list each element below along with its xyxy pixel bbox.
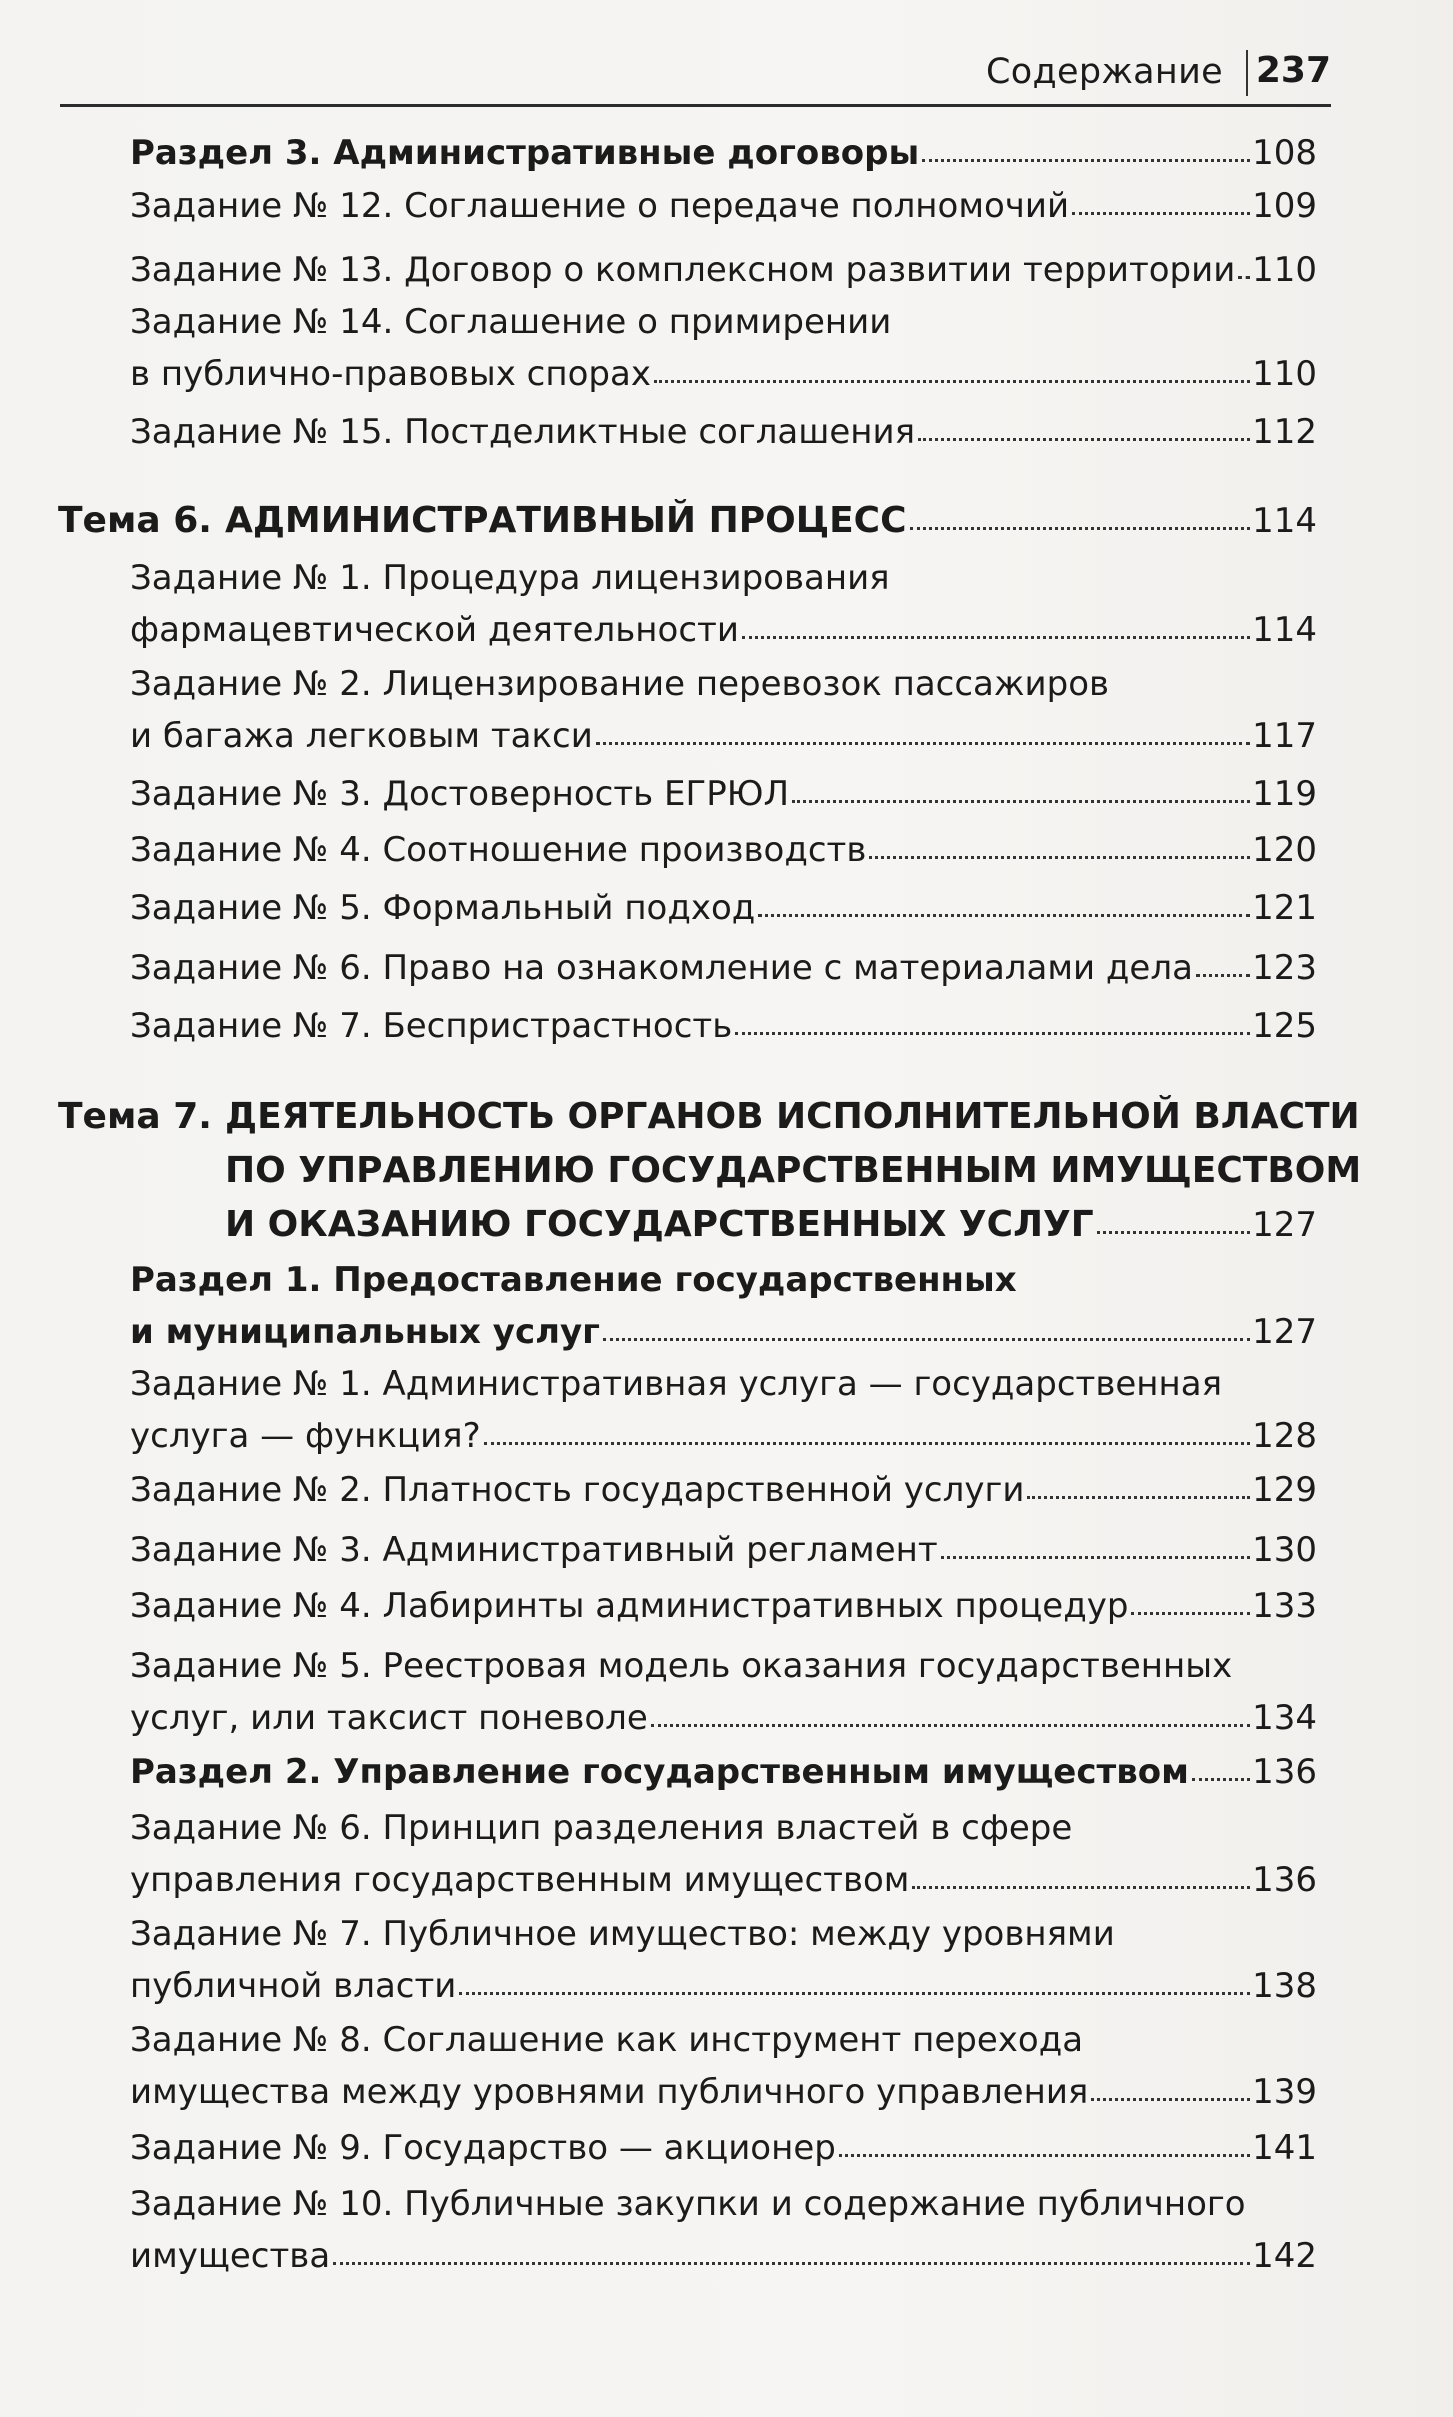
toc-entry-text: Задание № 14. Соглашение о примирении (130, 302, 892, 342)
toc-entry-text: Задание № 1. Процедура лицензирования (130, 558, 890, 598)
toc-theme-6[interactable] (58, 494, 1317, 548)
running-header (60, 48, 1331, 107)
toc-task-15[interactable] (130, 406, 1317, 458)
theme-title: АДМИНИСТРАТИВНЫЙ ПРОЦЕСС (225, 500, 907, 541)
theme-title-cont: И ОКАЗАНИЮ ГОСУДАРСТВЕННЫХ УСЛУГ (225, 1204, 1094, 1245)
leader-dots (869, 856, 1250, 859)
leader-dots (1097, 1231, 1250, 1234)
toc-task-7-4[interactable] (130, 1580, 1317, 1632)
toc-task-14[interactable] (130, 296, 1317, 400)
toc-task-12[interactable] (130, 180, 1317, 232)
toc-section-7-1[interactable] (130, 1254, 1317, 1358)
toc-page-number: 133 (1252, 1586, 1317, 1626)
toc-entry-text-cont: фармацевтической деятельности (130, 610, 739, 650)
toc-page-number: 136 (1252, 1860, 1317, 1900)
toc-entry-text: Задание № 2. Платность государственной услуги (130, 1470, 1025, 1510)
toc-page-number: 109 (1252, 186, 1317, 226)
theme-number: Тема 6. (58, 500, 212, 541)
toc-page-number: 129 (1252, 1470, 1317, 1510)
toc-entry-text-cont: услуг, или таксист поневоле (130, 1698, 648, 1738)
leader-dots (910, 527, 1251, 530)
toc-task-6-6[interactable] (130, 942, 1317, 994)
toc-entry-text: Задание № 2. Лицензирование перевозок пассажиров (130, 664, 1110, 704)
toc-page-number: 121 (1252, 888, 1317, 928)
leader-dots (459, 1992, 1250, 1995)
toc-entry-text: Задание № 9. Государство — акционер (130, 2128, 836, 2168)
toc-entry-text: Задание № 7. Беспристрастность (130, 1006, 733, 1046)
leader-dots (941, 1556, 1250, 1559)
toc-entry-text: Задание № 5. Формальный подход (130, 888, 756, 928)
leader-dots (1027, 1496, 1250, 1499)
toc-task-6-2[interactable] (130, 658, 1317, 762)
leader-dots (603, 1338, 1250, 1341)
toc-entry-text: Задание № 8. Соглашение как инструмент перехода (130, 2020, 1084, 2060)
toc-entry-text: Задание № 4. Соотношение производств (130, 830, 867, 870)
toc-task-7-10[interactable] (130, 2178, 1317, 2282)
leader-dots (912, 1886, 1250, 1889)
toc-section-7-2[interactable] (130, 1746, 1317, 1798)
leader-dots (922, 159, 1250, 162)
toc-page-number: 125 (1252, 1006, 1317, 1046)
toc-entry-text: Задание № 6. Принцип разделения властей в сфере (130, 1808, 1073, 1848)
toc-entry-text-cont: управления государственным имуществом (130, 1860, 910, 1900)
toc-page-number: 110 (1252, 354, 1317, 394)
toc-entry-text: Задание № 7. Публичное имущество: между уровнями (130, 1914, 1115, 1954)
leader-dots (651, 1724, 1250, 1727)
toc-entry-text: Задание № 3. Достоверность ЕГРЮЛ (130, 774, 790, 814)
toc-entry-text: Задание № 1. Административная услуга — государственная (130, 1364, 1223, 1404)
toc-page-number: 134 (1252, 1698, 1317, 1738)
toc-entry-text-cont: и багажа легковым такси (130, 716, 593, 756)
theme-number: Тема 7. (58, 1096, 212, 1137)
theme-title-cont: ПО УПРАВЛЕНИЮ ГОСУДАРСТВЕННЫМ ИМУЩЕСТВОМ (225, 1150, 1362, 1191)
toc-task-7-7[interactable] (130, 1908, 1317, 2012)
toc-entry-text: Задание № 15. Постделиктные соглашения (130, 412, 916, 452)
toc-entry-text-cont: публичной власти (130, 1966, 457, 2006)
toc-task-6-1[interactable] (130, 552, 1317, 656)
toc-task-7-5[interactable] (130, 1640, 1317, 1744)
header-separator (1246, 50, 1248, 96)
toc-task-7-2[interactable] (130, 1464, 1317, 1516)
toc-page-number: 114 (1252, 610, 1317, 650)
toc-page-number: 108 (1252, 133, 1317, 173)
leader-dots (484, 1442, 1250, 1445)
toc-page-number: 128 (1252, 1416, 1317, 1456)
leader-dots (742, 636, 1250, 639)
toc-page-number: 110 (1252, 250, 1317, 290)
toc-page-number: 127 (1252, 1205, 1317, 1245)
toc-page-number: 139 (1252, 2072, 1317, 2112)
toc-page-number: 117 (1252, 716, 1317, 756)
toc-entry-text: Задание № 12. Соглашение о передаче полномочий (130, 186, 1070, 226)
toc-entry-text-cont: имущества (130, 2236, 331, 2276)
toc-theme-7[interactable] (58, 1090, 1362, 1252)
leader-dots (1131, 1612, 1250, 1615)
toc-entry-text: Задание № 6. Право на ознакомление с материалами дела (130, 948, 1193, 988)
toc-task-6-4[interactable] (130, 824, 1317, 876)
toc-section-3[interactable] (130, 127, 1317, 179)
toc-entry-text: Задание № 5. Реестровая модель оказания государственных (130, 1646, 1233, 1686)
header-title: Содержание (986, 52, 1223, 92)
header-page-number: 237 (1255, 50, 1331, 91)
toc-entry-text-cont: в публично-правовых спорах (130, 354, 651, 394)
toc-task-6-3[interactable] (130, 768, 1317, 820)
toc-page-number: 112 (1252, 412, 1317, 452)
leader-dots (792, 800, 1250, 803)
toc-entry-text: Задание № 10. Публичные закупки и содержание публичного (130, 2184, 1246, 2224)
toc-entry-text: Задание № 3. Административный регламент (130, 1530, 938, 1570)
toc-task-6-5[interactable] (130, 882, 1317, 934)
leader-dots (654, 380, 1250, 383)
leader-dots (1091, 2098, 1250, 2101)
toc-entry-text-cont: и муниципальных услуг (130, 1312, 600, 1352)
leader-dots (1196, 974, 1250, 977)
toc-entry-text: Раздел 1. Предоставление государственных (130, 1260, 1017, 1300)
toc-task-7-8[interactable] (130, 2014, 1317, 2118)
toc-page-number: 127 (1252, 1312, 1317, 1352)
toc-entry-text: Задание № 4. Лабиринты административных процедур (130, 1586, 1129, 1626)
toc-entry-text: Раздел 3. Административные договоры (130, 133, 920, 173)
toc-page-number: 141 (1252, 2128, 1317, 2168)
leader-dots (758, 914, 1250, 917)
toc-entry-text-cont: имущества между уровнями публичного управления (130, 2072, 1089, 2112)
toc-page-number: 138 (1252, 1966, 1317, 2006)
toc-task-13[interactable] (130, 244, 1317, 296)
toc-task-6-7[interactable] (130, 1000, 1317, 1052)
toc-page-number: 114 (1252, 501, 1317, 541)
toc-page-number: 120 (1252, 830, 1317, 870)
toc-entry-text-cont: услуга — функция? (130, 1416, 481, 1456)
toc-entry-text: Задание № 13. Договор о комплексном развитии территории (130, 250, 1236, 290)
leader-dots (333, 2262, 1250, 2265)
leader-dots (918, 438, 1250, 441)
toc-task-7-6[interactable] (130, 1802, 1317, 1906)
toc-task-7-1[interactable] (130, 1358, 1317, 1462)
toc-entry-text: Раздел 2. Управление государственным имуществом (130, 1752, 1189, 1792)
leader-dots (1192, 1778, 1250, 1781)
leader-dots (839, 2154, 1250, 2157)
toc-page-number: 119 (1252, 774, 1317, 814)
leader-dots (735, 1032, 1250, 1035)
toc-task-7-3[interactable] (130, 1524, 1317, 1576)
leader-dots (596, 742, 1250, 745)
theme-title: ДЕЯТЕЛЬНОСТЬ ОРГАНОВ ИСПОЛНИТЕЛЬНОЙ ВЛАСТИ (225, 1096, 1360, 1137)
toc-page-number: 123 (1252, 948, 1317, 988)
leader-dots (1072, 212, 1250, 215)
toc-page-number: 142 (1252, 2236, 1317, 2276)
toc-page-number: 136 (1252, 1752, 1317, 1792)
leader-dots (1238, 276, 1250, 279)
toc-task-7-9[interactable] (130, 2122, 1317, 2174)
toc-page-number: 130 (1252, 1530, 1317, 1570)
